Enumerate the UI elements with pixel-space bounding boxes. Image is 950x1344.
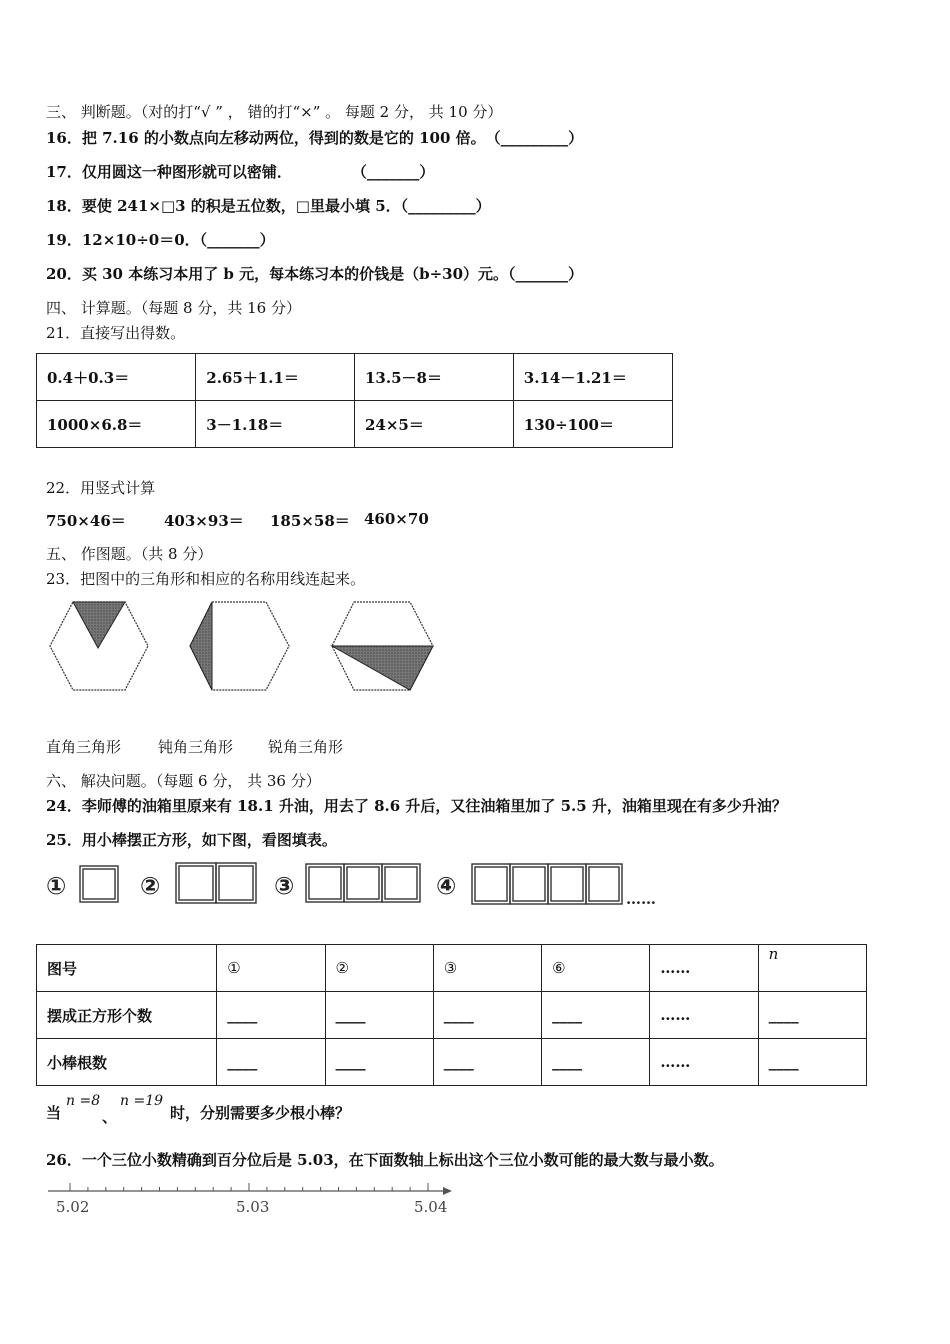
comma: 、 [102, 1108, 118, 1126]
question-22: 22．用竖式计算 [46, 479, 156, 497]
table-col-header: ③ [433, 945, 541, 992]
table-col-header: ⑥ [542, 945, 650, 992]
table-cell: ____ [433, 992, 541, 1039]
question-21: 21．直接写出得数。 [46, 324, 186, 342]
table-cell: ____ [217, 1039, 325, 1086]
question-25: 25．用小棒摆正方形，如下图，看图填表。 [46, 831, 337, 849]
vertical-expr: 460×70 [364, 510, 429, 528]
figure-label: ③ [274, 872, 295, 900]
table-cell: ____ [542, 992, 650, 1039]
table-cell: ____ [542, 1039, 650, 1086]
vertical-expr: 185×58＝ [270, 512, 350, 530]
calc-cell: 1000×6.8＝ [37, 401, 196, 448]
hexagon-figures [40, 598, 440, 696]
table-cell: …… [650, 1039, 758, 1086]
section4-heading: 四、 计算题。（每题 8 分，共 16 分） [46, 299, 301, 317]
when-prefix: 当 [46, 1104, 62, 1122]
axis-label: 5.04 [414, 1198, 448, 1216]
hexagon-1 [50, 602, 148, 690]
question-23: 23．把图中的三角形和相应的名称用线连起来。 [46, 570, 366, 588]
table-col-header: ① [217, 945, 325, 992]
question-16: 16．把 7.16 的小数点向左移动两位，得到的数是它的 100 倍。 （_________） [46, 129, 584, 147]
when-suffix: 时，分别需要多少根小棒？ [170, 1104, 351, 1122]
question-20: 20．买 30 本练习本用了 b 元，每本练习本的价钱是（b÷30）元。（_______） [46, 265, 584, 283]
stick-squares [80, 863, 622, 904]
calc-cell: 0.4＋0.3＝ [37, 354, 196, 401]
question-17: 17．仅用圆这一种图形就可以密铺． （_______） [46, 163, 435, 181]
calc-cell: 130÷100＝ [513, 401, 672, 448]
table-col-header: n [758, 945, 866, 992]
table-cell: ____ [325, 1039, 433, 1086]
figure-label: ④ [436, 872, 457, 900]
vertical-expr: 750×46＝ [46, 512, 126, 530]
table-cell: ____ [325, 992, 433, 1039]
table-cell: ____ [433, 1039, 541, 1086]
triangle-name: 钝角三角形 [158, 738, 234, 756]
n-equals-19: n =19 [120, 1093, 164, 1109]
n-equals-8: n =8 [66, 1093, 101, 1109]
calc-cell: 13.5－8＝ [354, 354, 513, 401]
table-header: 图号 [37, 945, 217, 992]
stick-table [36, 944, 867, 1086]
section3-heading: 三、 判断题。（对的打“√ ” ， 错的打“×” 。 每题 2 分， 共 10 分） [46, 103, 503, 121]
table-cell: ____ [758, 992, 866, 1039]
stick-squares-figure [44, 856, 684, 910]
section5-heading: 五、 作图题。（共 8 分） [46, 545, 213, 563]
calc-cell: 3.14－1.21＝ [513, 354, 672, 401]
hexagon-3 [332, 602, 433, 690]
question-19: 19．12×10÷0＝0．（_______） [46, 231, 275, 249]
calc-cell: 2.65＋1.1＝ [196, 354, 355, 401]
question-26: 26．一个三位小数精确到百分位后是 5.03，在下面数轴上标出这个三位小数可能的最大数与最小数。 [46, 1151, 724, 1169]
calc-cell: 24×5＝ [354, 401, 513, 448]
question-18: 18．要使 241×□3 的积是五位数，□里最小填 5．（_________） [46, 197, 491, 215]
stick-ellipsis: …… [626, 890, 656, 908]
table-col-header: ② [325, 945, 433, 992]
calc-table [36, 353, 673, 448]
table-cell: ____ [217, 992, 325, 1039]
table-cell: …… [650, 992, 758, 1039]
vertical-expr: 403×93＝ [164, 512, 244, 530]
number-line [40, 1178, 470, 1222]
triangle-name: 锐角三角形 [268, 738, 344, 756]
triangle-name: 直角三角形 [46, 738, 122, 756]
question-24: 24．李师傅的油箱里原来有 18.1 升油，用去了 8.6 升后，又往油箱里加了 5.5 升，油箱里现在有多少升油？ [46, 797, 787, 815]
axis-label: 5.02 [56, 1198, 90, 1216]
figure-label: ② [140, 872, 161, 900]
table-cell: ____ [758, 1039, 866, 1086]
hexagon-2 [190, 602, 289, 690]
figure-label: ① [46, 872, 67, 900]
table-col-header: …… [650, 945, 758, 992]
section6-heading: 六、 解决问题。（每题 6 分， 共 36 分） [46, 772, 321, 790]
axis-label: 5.03 [236, 1198, 270, 1216]
calc-cell: 3－1.18＝ [196, 401, 355, 448]
axis-arrow-icon [443, 1187, 452, 1195]
table-header: 小棒根数 [37, 1039, 217, 1086]
table-header: 摆成正方形个数 [37, 992, 217, 1039]
